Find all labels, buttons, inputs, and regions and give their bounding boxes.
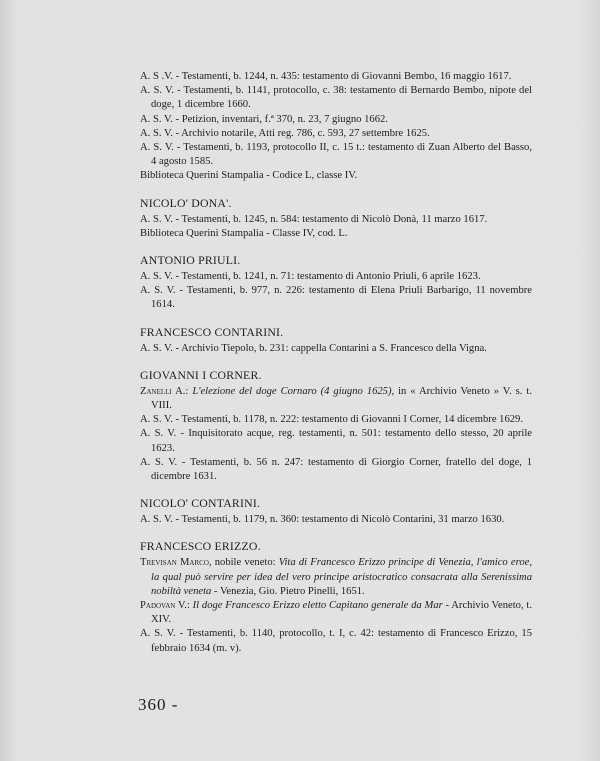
section-heading: NICOLO' DONA'. [140, 195, 232, 210]
bibliography-entry: A. S. V. - Testamenti, b. 1193, protocollo II, c. 15 t.: testamento di Zuan Alberto del Basso, 4 agosto 1585. [140, 142, 532, 168]
bibliography-entry: A. S. V. - Testamenti, b. 1179, n. 360: testamento di Nicolò Contarini, 31 marzo 1630. [140, 514, 505, 526]
section-heading: FRANCESCO ERIZZO. [140, 539, 261, 554]
entry-details: - Archivio Veneto, t. XIV. [151, 600, 532, 626]
entry-details: , in « Archivio Veneto » V. s. t. VIII. [151, 385, 532, 412]
entry-details: - Venezia, Gio. Pietro Pinelli, 1651. [211, 585, 365, 597]
bibliography-entry: A. S. V. - Petizion, inventari, f.ª 370, n. 23, 7 giugno 1662. [140, 113, 388, 125]
entry-author: Zanelli A. [140, 385, 186, 397]
bibliography-entry: A. S .V. - Testamenti, b. 1244, n. 435: testamento di Giovanni Bembo, 16 maggio 1617. [140, 71, 512, 82]
bibliography-entry: A. S. V. - Testamenti, b. 1241, n. 71: testamento di Antonio Priuli, 6 aprile 1623. [140, 271, 481, 283]
bibliography-entry: A. S. V. - Testamenti, b. 56 n. 247: testamento di Giorgio Corner, fratello del doge, 1 dicembre 1631. [140, 456, 532, 483]
entry-author-note: , nobile veneto: [208, 557, 279, 569]
bibliography-entry: A. S. V. - Testamenti, b. 977, n. 226: testamento di Elena Priuli Barbarigo, 11 novembre 1614. [140, 285, 532, 311]
bibliography-entry: A. S. V. - Archivio Tiepolo, b. 231: cappella Contarini a S. Francesco della Vigna. [140, 342, 487, 354]
bibliography-entry: Zanelli A.: L'elezione del doge Cornaro (4 giugno 1625), in « Archivio Veneto » V. s. t. VIII. [140, 385, 532, 412]
bibliography-entry: A. S. V. - Testamenti, b. 1178, n. 222: testamento di Giovanni I Corner, 14 dicembre 1629. [140, 414, 524, 426]
entry-title: Il doge Francesco Erizzo eletto Capitano generale da Mar [192, 600, 443, 612]
section-heading: NICOLO' CONTARINI. [140, 496, 261, 511]
entry-title: L'elezione del doge Cornaro (4 giugno 1625) [192, 385, 392, 397]
entry-title: Vita di Francesco Erizzo principe di Venezia, l'amico eroe, la qual può servire per idea del vero principe aristocratico consacrata alla Serenissima nobiltà veneta [151, 557, 532, 597]
bibliography-entry: Biblioteca Querini Stampalia - Classe IV, cod. L. [140, 227, 348, 239]
page-number: 360 - [138, 695, 179, 714]
section-heading: GIOVANNI I CORNER. [140, 367, 262, 382]
entry-author: Trevisan Marco [140, 557, 209, 569]
bibliography-entry: A. S. V. - Testamenti, b. 1140, protocollo, t. I, c. 42: testamento di Francesco Erizzo, 15 febbraio 1634 (m. v). [140, 628, 532, 654]
section-heading: ANTONIO PRIULI. [140, 253, 241, 268]
bibliography-entry: Padovan V.: Il doge Francesco Erizzo eletto Capitano generale da Mar - Archivio Veneto, t. XIV. [140, 600, 532, 626]
bibliography-list [140, 70, 532, 656]
entry-author: Padovan V. [140, 600, 187, 612]
bibliography-entry: A. S. V. - Inquisitorato acque, reg. testamenti, n. 501: testamento dello stesso, 20 aprile 1623. [140, 428, 532, 454]
bibliography-entry: A. S. V. - Testamenti, b. 1141, protocollo, c. 38: testamento di Bernardo Bembo, nipote del doge, 1 dicembre 1660. [140, 85, 532, 111]
section-heading: FRANCESCO CONTARINI. [140, 324, 284, 339]
bibliography-entry: Biblioteca Querini Stampalia - Codice L, classe IV. [140, 170, 358, 182]
bibliography-entry: A. S. V. - Testamenti, b. 1245, n. 584: testamento di Nicolò Donà, 11 marzo 1617. [140, 213, 488, 225]
bibliography-entry [140, 556, 532, 599]
bibliography-entry: A. S. V. - Archivio notarile, Atti reg. 786, c. 593, 27 settembre 1625. [140, 127, 430, 139]
